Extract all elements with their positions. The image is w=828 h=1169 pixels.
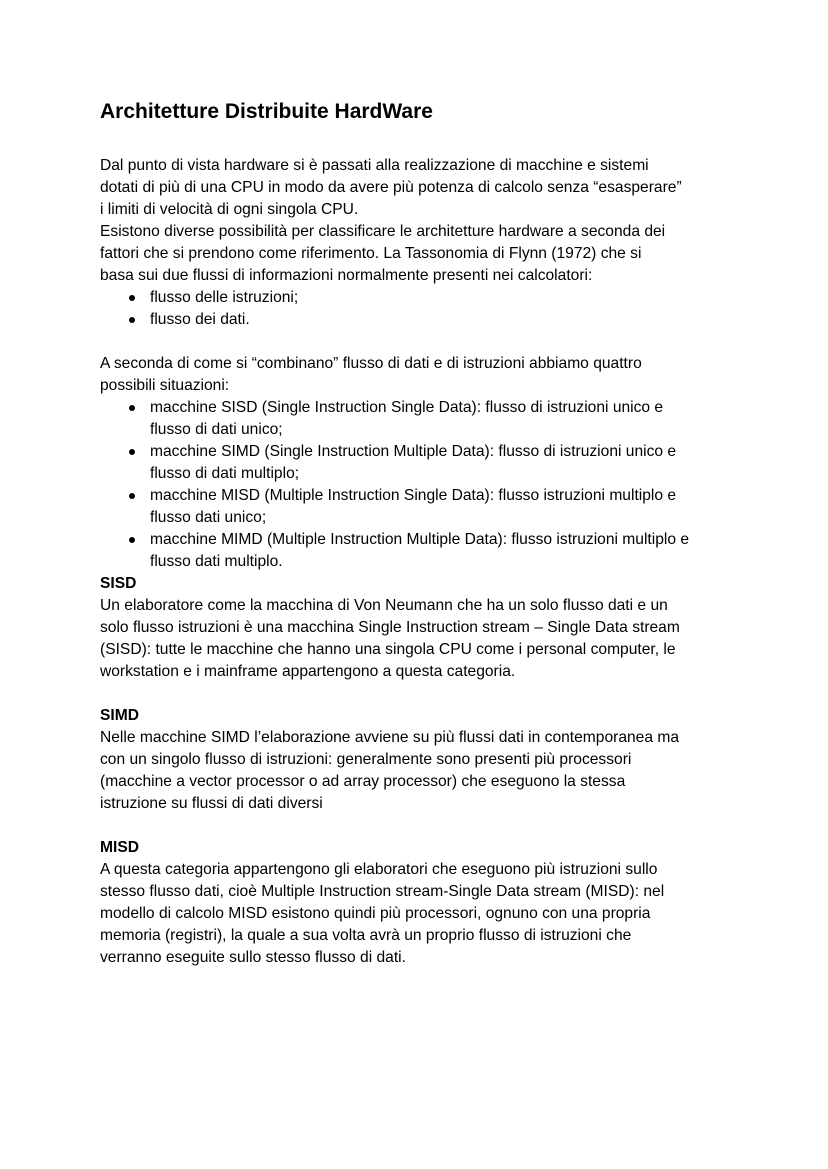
section-heading: MISD [100, 839, 139, 856]
text-line: macchine MIMD (Multiple Instruction Multiple Data): flusso istruzioni multiplo e [150, 531, 690, 548]
machines-list [100, 397, 760, 573]
text-line: fattori che si prendono come riferimento. La Tassonomia di Flynn (1972) che si [100, 245, 642, 262]
list-item [100, 529, 760, 573]
text-line: A seconda di come si “combinano” flusso di dati e di istruzioni abbiamo quattro [100, 355, 642, 372]
text-line: solo flusso istruzioni è una macchina Single Instruction stream – Single Data stream [100, 619, 680, 636]
text-line: (SISD): tutte le macchine che hanno una singola CPU come i personal computer, le [100, 641, 676, 658]
text-line: Dal punto di vista hardware si è passati alla realizzazione di macchine e sistemi [100, 157, 649, 174]
text-line: (macchine a vector processor o ad array processor) che eseguono la stessa [100, 773, 626, 790]
text-line: basa sui due flussi di informazioni normalmente presenti nei calcolatori: [100, 267, 593, 284]
text-line: macchine SISD (Single Instruction Single Data): flusso di istruzioni unico e [150, 399, 664, 416]
text-line: verranno eseguite sullo stesso flusso di dati. [100, 949, 406, 966]
text-line: con un singolo flusso di istruzioni: generalmente sono presenti più processori [100, 751, 632, 768]
document-title: Architetture Distribuite HardWare [100, 100, 433, 123]
text-line: istruzione su flussi di dati diversi [100, 795, 323, 812]
text-line: stesso flusso dati, cioè Multiple Instruction stream-Single Data stream (MISD): nel [100, 883, 665, 900]
section-heading: SIMD [100, 707, 139, 724]
document-page [100, 98, 760, 969]
section-simd [100, 705, 760, 815]
text-line: macchine MISD (Multiple Instruction Single Data): flusso istruzioni multiplo e [150, 487, 677, 504]
text-line: i limiti di velocità di ogni singola CPU. [100, 201, 359, 218]
intro-paragraph [100, 155, 760, 287]
text-line: Un elaboratore come la macchina di Von Neumann che ha un solo flusso dati e un [100, 597, 668, 614]
text-line: workstation e i mainframe appartengono a questa categoria. [100, 663, 516, 680]
text-line: macchine SIMD (Single Instruction Multiple Data): flusso di istruzioni unico e [150, 443, 677, 460]
list-item [100, 441, 760, 485]
text-line: flusso dati unico; [150, 509, 267, 526]
list-item: flusso delle istruzioni; [100, 287, 760, 309]
text-line: Nelle macchine SIMD l’elaborazione avviene su più flussi dati in contemporanea ma [100, 729, 680, 746]
list-item: flusso dei dati. [100, 309, 760, 331]
list-item [100, 485, 760, 529]
section-heading: SISD [100, 575, 137, 592]
combo-paragraph [100, 353, 760, 397]
section-sisd [100, 573, 760, 683]
text-line: possibili situazioni: [100, 377, 230, 394]
flows-list [100, 287, 760, 331]
text-line: A questa categoria appartengono gli elaboratori che eseguono più istruzioni sullo [100, 861, 658, 878]
text-line: Esistono diverse possibilità per classificare le architetture hardware a seconda dei [100, 223, 666, 240]
section-misd [100, 837, 760, 969]
text-line: flusso dati multiplo. [150, 553, 283, 570]
text-line: modello di calcolo MISD esistono quindi più processori, ognuno con una propria [100, 905, 651, 922]
text-line: flusso di dati unico; [150, 421, 283, 438]
list-item [100, 397, 760, 441]
text-line: flusso di dati multiplo; [150, 465, 300, 482]
text-line: dotati di più di una CPU in modo da avere più potenza di calcolo senza “esasperare” [100, 179, 682, 196]
text-line: memoria (registri), la quale a sua volta avrà un proprio flusso di istruzioni che [100, 927, 632, 944]
